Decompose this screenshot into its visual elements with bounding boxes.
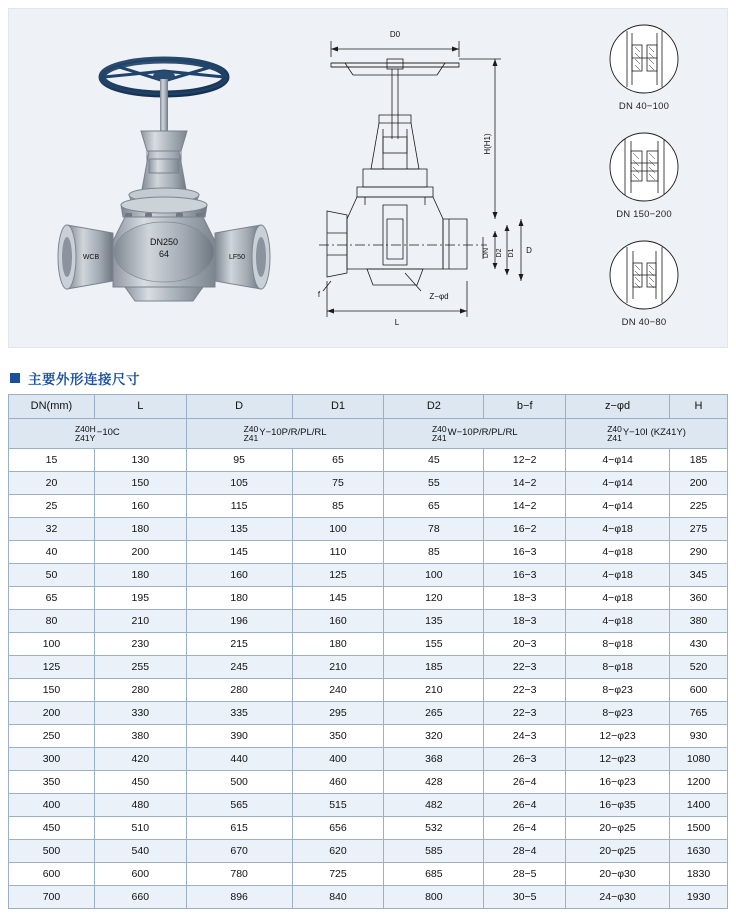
cell-d2: 685 <box>384 863 484 886</box>
cell-bf: 16−2 <box>484 518 566 541</box>
cell-d2: 185 <box>384 656 484 679</box>
square-marker-icon <box>10 373 20 383</box>
cell-dnmm: 350 <box>9 771 95 794</box>
cell-d1: 160 <box>292 610 384 633</box>
cell-d1: 210 <box>292 656 384 679</box>
cell-l: 600 <box>94 863 186 886</box>
cell-bf: 22−3 <box>484 679 566 702</box>
cell-bf: 22−3 <box>484 656 566 679</box>
cell-zd: 8−φ23 <box>566 679 670 702</box>
cell-d1: 145 <box>292 587 384 610</box>
cell-dnmm: 50 <box>9 564 95 587</box>
cell-zd: 20−φ25 <box>566 817 670 840</box>
subheader-model-3-stack: Z40 Z41 <box>431 424 447 443</box>
cell-d2: 100 <box>384 564 484 587</box>
cell-zd: 4−φ18 <box>566 564 670 587</box>
table-row <box>9 633 728 656</box>
table-row <box>9 541 728 564</box>
cell-l: 510 <box>94 817 186 840</box>
cell-d: 615 <box>186 817 292 840</box>
cell-l: 280 <box>94 679 186 702</box>
cell-l: 210 <box>94 610 186 633</box>
cell-zd: 16−φ23 <box>566 771 670 794</box>
cell-l: 380 <box>94 725 186 748</box>
cell-d1: 515 <box>292 794 384 817</box>
cell-d: 670 <box>186 840 292 863</box>
cell-d1: 240 <box>292 679 384 702</box>
table-row <box>9 564 728 587</box>
table-row <box>9 587 728 610</box>
cell-zd: 4−φ18 <box>566 541 670 564</box>
table-row <box>9 886 728 909</box>
col-header-d1: D1 <box>292 395 384 419</box>
cell-h: 1400 <box>670 794 728 817</box>
cell-d1: 295 <box>292 702 384 725</box>
col-header-l: L <box>94 395 186 419</box>
cell-dnmm: 200 <box>9 702 95 725</box>
cell-l: 195 <box>94 587 186 610</box>
cell-zd: 24−φ30 <box>566 886 670 909</box>
detail-caption-1: DN 40−100 <box>618 101 670 112</box>
cell-h: 1830 <box>670 863 728 886</box>
cell-d2: 120 <box>384 587 484 610</box>
cell-l: 540 <box>94 840 186 863</box>
cell-bf: 28−4 <box>484 840 566 863</box>
cell-d2: 428 <box>384 771 484 794</box>
table-row <box>9 702 728 725</box>
cell-d1: 656 <box>292 817 384 840</box>
cell-bf: 14−2 <box>484 472 566 495</box>
cell-dnmm: 250 <box>9 725 95 748</box>
cell-d: 135 <box>186 518 292 541</box>
detail-view-2 <box>569 131 719 220</box>
table-row <box>9 725 728 748</box>
cell-d: 565 <box>186 794 292 817</box>
cell-dnmm: 32 <box>9 518 95 541</box>
drawing-label-l: L <box>394 318 400 327</box>
cell-d2: 482 <box>384 794 484 817</box>
cell-d2: 85 <box>384 541 484 564</box>
cell-h: 1200 <box>670 771 728 794</box>
table-row <box>9 748 728 771</box>
table-header <box>9 395 728 419</box>
table-row <box>9 449 728 472</box>
cell-d: 145 <box>186 541 292 564</box>
cell-dnmm: 100 <box>9 633 95 656</box>
cell-bf: 14−2 <box>484 495 566 518</box>
cell-d1: 840 <box>292 886 384 909</box>
cell-d1: 100 <box>292 518 384 541</box>
table-row <box>9 610 728 633</box>
table-body <box>9 419 728 909</box>
cell-d1: 125 <box>292 564 384 587</box>
detail-view-3 <box>569 239 719 328</box>
cell-bf: 20−3 <box>484 633 566 656</box>
cell-d1: 65 <box>292 449 384 472</box>
cell-dnmm: 40 <box>9 541 95 564</box>
table-row <box>9 840 728 863</box>
cell-d: 780 <box>186 863 292 886</box>
cell-h: 185 <box>670 449 728 472</box>
cell-l: 130 <box>94 449 186 472</box>
cell-d2: 320 <box>384 725 484 748</box>
cell-l: 180 <box>94 518 186 541</box>
cell-d2: 585 <box>384 840 484 863</box>
cell-zd: 8−φ18 <box>566 633 670 656</box>
cell-d1: 725 <box>292 863 384 886</box>
cell-d1: 460 <box>292 771 384 794</box>
cell-d1: 180 <box>292 633 384 656</box>
subheader-model-3: Z40 Z41 W−10P/R/PL/RL <box>384 419 566 449</box>
cell-d2: 45 <box>384 449 484 472</box>
cell-bf: 12−2 <box>484 449 566 472</box>
cell-d: 160 <box>186 564 292 587</box>
cell-bf: 18−3 <box>484 587 566 610</box>
cell-l: 230 <box>94 633 186 656</box>
table-row <box>9 679 728 702</box>
cell-h: 1930 <box>670 886 728 909</box>
cell-dnmm: 400 <box>9 794 95 817</box>
drawing-label-zphid: Z−φd <box>429 292 449 301</box>
col-header-d: D <box>186 395 292 419</box>
cell-d1: 350 <box>292 725 384 748</box>
cell-d2: 265 <box>384 702 484 725</box>
cell-zd: 4−φ14 <box>566 472 670 495</box>
photo-body-label-2: 64 <box>158 249 170 259</box>
drawing-label-d0: D0 <box>389 30 401 39</box>
cell-d2: 135 <box>384 610 484 633</box>
cell-dnmm: 125 <box>9 656 95 679</box>
cell-h: 430 <box>670 633 728 656</box>
table-header-row <box>9 395 728 419</box>
subheader-model-1: Z40H Z41Y −10C <box>9 419 187 449</box>
cell-d1: 620 <box>292 840 384 863</box>
cell-h: 1630 <box>670 840 728 863</box>
subheader-model-2: Z40 Z41 Y−10P/R/PL/RL <box>186 419 384 449</box>
cell-dnmm: 80 <box>9 610 95 633</box>
cell-dnmm: 20 <box>9 472 95 495</box>
cell-h: 275 <box>670 518 728 541</box>
cell-bf: 26−3 <box>484 748 566 771</box>
gate-valve-photo <box>29 19 299 339</box>
cell-h: 765 <box>670 702 728 725</box>
cell-h: 290 <box>670 541 728 564</box>
drawing-label-d1: D1 <box>508 248 515 258</box>
subheader-model-4: Z40 Z41 Y−10I (KZ41Y) <box>566 419 728 449</box>
cell-l: 180 <box>94 564 186 587</box>
cell-d1: 400 <box>292 748 384 771</box>
cell-bf: 26−4 <box>484 817 566 840</box>
cell-h: 1500 <box>670 817 728 840</box>
cell-h: 600 <box>670 679 728 702</box>
subheader-model-2-stack: Z40 Z41 <box>243 424 259 443</box>
cell-d: 105 <box>186 472 292 495</box>
section-heading <box>10 368 140 388</box>
cell-zd: 4−φ18 <box>566 518 670 541</box>
cell-bf: 18−3 <box>484 610 566 633</box>
cell-dnmm: 25 <box>9 495 95 518</box>
drawing-label-d2: D2 <box>496 248 503 258</box>
table-row <box>9 472 728 495</box>
drawing-label-d: D <box>526 246 532 255</box>
cell-h: 1080 <box>670 748 728 771</box>
col-header-d2: D2 <box>384 395 484 419</box>
cell-bf: 26−4 <box>484 771 566 794</box>
photo-flange-label-right: LF50 <box>229 254 245 261</box>
cell-zd: 20−φ30 <box>566 863 670 886</box>
section-title: 主要外形连接尺寸 <box>28 372 140 387</box>
cell-d: 196 <box>186 610 292 633</box>
dimensions-table <box>8 394 728 909</box>
cell-h: 930 <box>670 725 728 748</box>
cell-d1: 85 <box>292 495 384 518</box>
cell-zd: 4−φ14 <box>566 449 670 472</box>
subheader-model-1-stack: Z40H Z41Y <box>74 424 96 443</box>
cell-d2: 368 <box>384 748 484 771</box>
detail-view-1 <box>569 23 719 112</box>
drawing-label-h: H(H1) <box>483 133 492 155</box>
table-row <box>9 794 728 817</box>
table-row <box>9 863 728 886</box>
cell-l: 330 <box>94 702 186 725</box>
cell-bf: 28−5 <box>484 863 566 886</box>
cell-d: 440 <box>186 748 292 771</box>
table-row <box>9 771 728 794</box>
cell-bf: 26−4 <box>484 794 566 817</box>
cell-bf: 16−3 <box>484 541 566 564</box>
cell-d2: 210 <box>384 679 484 702</box>
photo-body-label-1: DN250 <box>149 237 179 247</box>
cell-bf: 30−5 <box>484 886 566 909</box>
cell-d2: 532 <box>384 817 484 840</box>
cell-l: 200 <box>94 541 186 564</box>
cell-dnmm: 600 <box>9 863 95 886</box>
subheader-model-4-stack: Z40 Z41 <box>607 424 622 443</box>
cell-d1: 110 <box>292 541 384 564</box>
cell-h: 360 <box>670 587 728 610</box>
cell-h: 225 <box>670 495 728 518</box>
detail-caption-2: DN 150−200 <box>616 209 672 220</box>
illustration-panel <box>8 8 728 348</box>
detail-caption-3: DN 40−80 <box>621 317 667 328</box>
table-row <box>9 495 728 518</box>
cell-d2: 155 <box>384 633 484 656</box>
cell-h: 380 <box>670 610 728 633</box>
cell-l: 450 <box>94 771 186 794</box>
cell-h: 200 <box>670 472 728 495</box>
cell-d2: 800 <box>384 886 484 909</box>
cell-d: 180 <box>186 587 292 610</box>
cell-zd: 4−φ14 <box>566 495 670 518</box>
cell-d2: 78 <box>384 518 484 541</box>
cell-d: 896 <box>186 886 292 909</box>
cell-l: 420 <box>94 748 186 771</box>
cell-d2: 55 <box>384 472 484 495</box>
col-header-dn: DN(mm) <box>9 395 95 419</box>
cell-bf: 22−3 <box>484 702 566 725</box>
cell-d: 335 <box>186 702 292 725</box>
cell-d: 390 <box>186 725 292 748</box>
cell-dnmm: 700 <box>9 886 95 909</box>
cell-l: 160 <box>94 495 186 518</box>
cell-dnmm: 500 <box>9 840 95 863</box>
cell-d: 95 <box>186 449 292 472</box>
table-row <box>9 518 728 541</box>
cell-dnmm: 300 <box>9 748 95 771</box>
cell-d: 245 <box>186 656 292 679</box>
cell-dnmm: 15 <box>9 449 95 472</box>
cell-zd: 8−φ18 <box>566 656 670 679</box>
cell-h: 520 <box>670 656 728 679</box>
col-header-zphid: z−φd <box>566 395 670 419</box>
cell-zd: 12−φ23 <box>566 748 670 771</box>
cell-dnmm: 450 <box>9 817 95 840</box>
col-header-h: H <box>670 395 728 419</box>
cell-l: 255 <box>94 656 186 679</box>
cell-zd: 20−φ25 <box>566 840 670 863</box>
cell-l: 150 <box>94 472 186 495</box>
drawing-label-dn: DN <box>483 247 490 259</box>
cell-l: 480 <box>94 794 186 817</box>
cell-bf: 24−3 <box>484 725 566 748</box>
table-row <box>9 656 728 679</box>
cell-d: 500 <box>186 771 292 794</box>
cell-d1: 75 <box>292 472 384 495</box>
cell-d: 280 <box>186 679 292 702</box>
cell-l: 660 <box>94 886 186 909</box>
gate-valve-dimension-drawing <box>309 19 549 339</box>
table-subheader-row <box>9 419 728 449</box>
cell-zd: 4−φ18 <box>566 587 670 610</box>
cell-dnmm: 150 <box>9 679 95 702</box>
drawing-label-f: f <box>317 290 321 299</box>
cell-d: 215 <box>186 633 292 656</box>
cell-bf: 16−3 <box>484 564 566 587</box>
cell-zd: 8−φ23 <box>566 702 670 725</box>
table-row <box>9 817 728 840</box>
photo-flange-label-left: WCB <box>82 254 100 261</box>
col-header-bf: b−f <box>484 395 566 419</box>
cell-zd: 4−φ18 <box>566 610 670 633</box>
detail-views <box>569 23 719 338</box>
cell-d: 115 <box>186 495 292 518</box>
cell-h: 345 <box>670 564 728 587</box>
cell-dnmm: 65 <box>9 587 95 610</box>
cell-zd: 12−φ23 <box>566 725 670 748</box>
cell-d2: 65 <box>384 495 484 518</box>
cell-zd: 16−φ35 <box>566 794 670 817</box>
